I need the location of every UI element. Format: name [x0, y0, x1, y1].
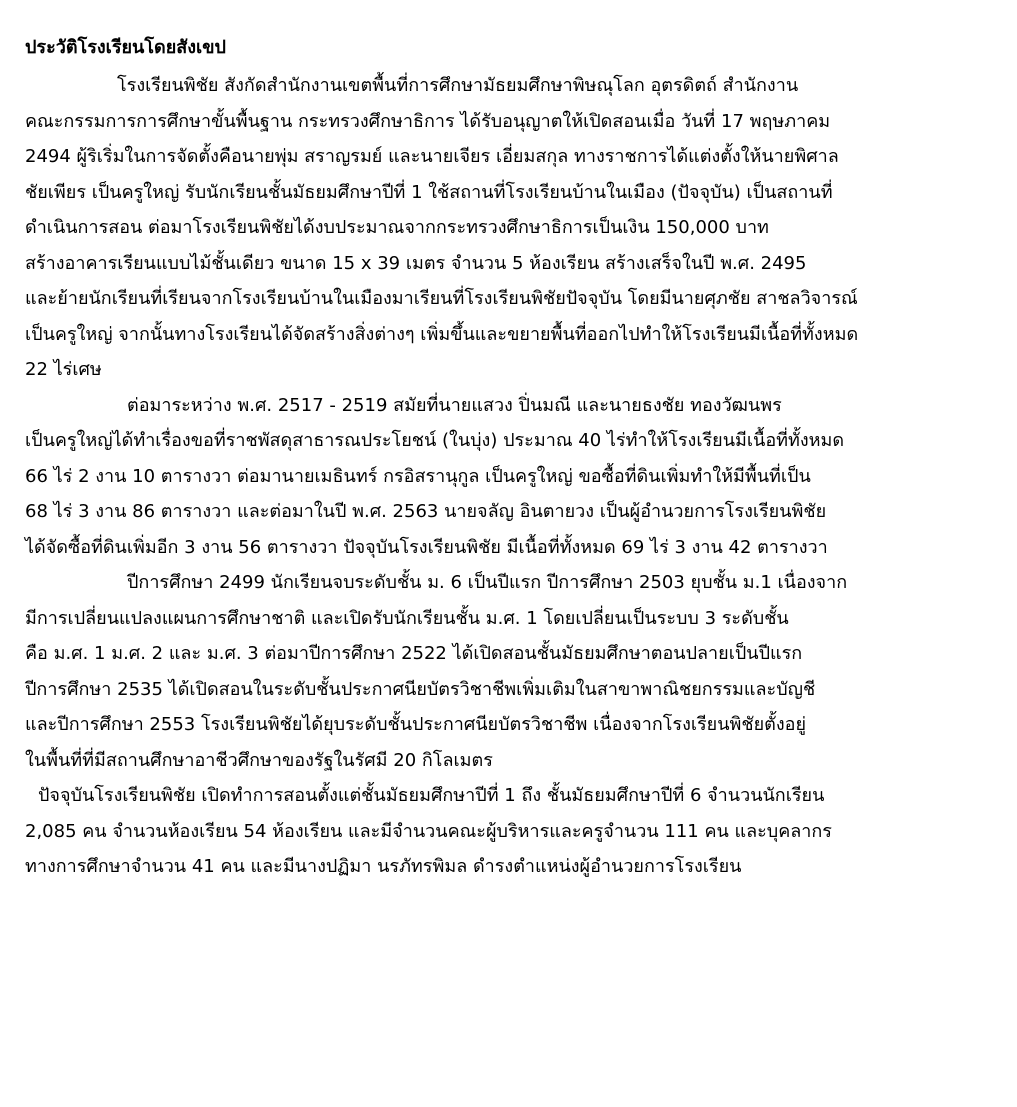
- paragraph-line: โรงเรียนพิชัย สังกัดสำนักงานเขตพื้นที่การศึกษามัธยมศึกษาพิษณุโลก อุตรดิตถ์ สำนักงาน: [117, 75, 799, 96]
- paragraph-line: มีการเปลี่ยนแปลงแผนการศึกษาชาติ และเปิดรับนักเรียนชั้น ม.ศ. 1 โดยเปลี่ยนเป็นระบบ 3 ระดับชั้น: [25, 607, 789, 629]
- paragraph-line: ได้จัดซื้อที่ดินเพิ่มอีก 3 งาน 56 ตารางวา ปัจจุบันโรงเรียนพิชัย มีเนื้อที่ทั้งหมด 69 ไร่ 3 งาน 42 ตารางวา: [25, 536, 828, 558]
- paragraph-present: [25, 778, 977, 885]
- paragraph-curriculum: [25, 565, 977, 778]
- paragraph-line: ปีการศึกษา 2499 นักเรียนจบระดับชั้น ม. 6 เป็นปีแรก ปีการศึกษา 2503 ยุบชั้น ม.1 เนื่องจาก: [127, 572, 848, 593]
- paragraph-line: ปีการศึกษา 2535 ได้เปิดสอนในระดับชั้นประกาศนียบัตรวิชาชีพเพิ่มเติมในสาขาพาณิชยกรรมและบัญชี: [25, 678, 816, 700]
- paragraph-line: ในพื้นที่ที่มีสถานศึกษาอาชีวศึกษาของรัฐในรัศมี 20 กิโลเมตร: [25, 749, 493, 771]
- paragraph-line: และปีการศึกษา 2553 โรงเรียนพิชัยได้ยุบระดับชั้นประกาศนียบัตรวิชาชีพ เนื่องจากโรงเรียนพิชัยตั้งอยู่: [25, 714, 806, 735]
- document-title: ประวัติโรงเรียนโดยสังเขป: [25, 37, 226, 58]
- paragraph-line: ปัจจุบันโรงเรียนพิชัย เปิดทำการสอนตั้งแต่ชั้นมัธยมศึกษาปีที่ 1 ถึง ชั้นมัธยมศึกษาปีที่ 6 จำนวนนักเรียน: [38, 785, 825, 806]
- paragraph-line: คณะกรรมการการศึกษาขั้นพื้นฐาน กระทรวงศึกษาธิการ ได้รับอนุญาตให้เปิดสอนเมื่อ วันที่ 17 พฤษภาคม: [25, 110, 831, 132]
- paragraph-line: และย้ายนักเรียนที่เรียนจากโรงเรียนบ้านในเมืองมาเรียนที่โรงเรียนพิชัยปัจจุบัน โดยมีนายศุภชัย สาชลวิจารณ์: [25, 288, 858, 309]
- paragraph-line: 22 ไร่เศษ: [25, 359, 102, 380]
- paragraph-line: ทางการศึกษาจำนวน 41 คน และมีนางปฏิมา นรภัทรพิมล ดำรงตำแหน่งผู้อำนวยการโรงเรียน: [25, 856, 742, 877]
- paragraph-land: [25, 388, 977, 566]
- paragraph-line: ดำเนินการสอน ต่อมาโรงเรียนพิชัยได้งบประมาณจากกระทรวงศึกษาธิการเป็นเงิน 150,000 บาท: [25, 217, 769, 238]
- paragraph-line: ชัยเพียร เป็นครูใหญ่ รับนักเรียนชั้นมัธยมศึกษาปีที่ 1 ใช้สถานที่โรงเรียนบ้านในเมือง (ปัจจุบัน) เป็นสถานที่: [25, 181, 833, 203]
- paragraph-line: 2,085 คน จำนวนห้องเรียน 54 ห้องเรียน และมีจำนวนคณะผู้บริหารและครูจำนวน 111 คน และบุคลากร: [25, 820, 832, 842]
- paragraph-line: 66 ไร่ 2 งาน 10 ตารางวา ต่อมานายเมธินทร์ กรอิสรานุกูล เป็นครูใหญ่ ขอซื้อที่ดินเพิ่มทำให้มีพื้นที่เป็น: [25, 465, 811, 487]
- paragraph-line: เป็นครูใหญ่ จากนั้นทางโรงเรียนได้จัดสร้างสิ่งต่างๆ เพิ่มขึ้นและขยายพื้นที่ออกไปทำให้โรงเรียนมีเนื้อที่ทั้งหมด: [25, 323, 859, 345]
- paragraph-line: เป็นครูใหญ่ได้ทำเรื่องขอที่ราชพัสดุสาธารณประโยชน์ (ในบุ่ง) ประมาณ 40 ไร่ทำให้โรงเรียนมีเนื้อที่ทั้งหมด: [25, 430, 845, 451]
- paragraph-line: ต่อมาระหว่าง พ.ศ. 2517 - 2519 สมัยที่นายแสวง ปิ่นมณี และนายธงชัย ทองวัฒนพร: [127, 394, 782, 416]
- paragraph-line: 2494 ผู้ริเริ่มในการจัดตั้งคือนายพุ่ม สราญรมย์ และนายเจียร เอี่ยมสกุล ทางราชการได้แต่งตั้งให้นายพิศาล: [25, 146, 839, 167]
- paragraph-history: [25, 68, 977, 388]
- paragraph-line: คือ ม.ศ. 1 ม.ศ. 2 และ ม.ศ. 3 ต่อมาปีการศึกษา 2522 ได้เปิดสอนชั้นมัธยมศึกษาตอนปลายเป็นปีแรก: [25, 643, 803, 664]
- paragraph-line: สร้างอาคารเรียนแบบไม้ชั้นเดียว ขนาด 15 x 39 เมตร จำนวน 5 ห้องเรียน สร้างเสร็จในปี พ.ศ. 2495: [25, 252, 807, 274]
- paragraph-line: 68 ไร่ 3 งาน 86 ตารางวา และต่อมาในปี พ.ศ. 2563 นายจลัญ อินตายวง เป็นผู้อำนวยการโรงเรียนพิชัย: [25, 501, 827, 522]
